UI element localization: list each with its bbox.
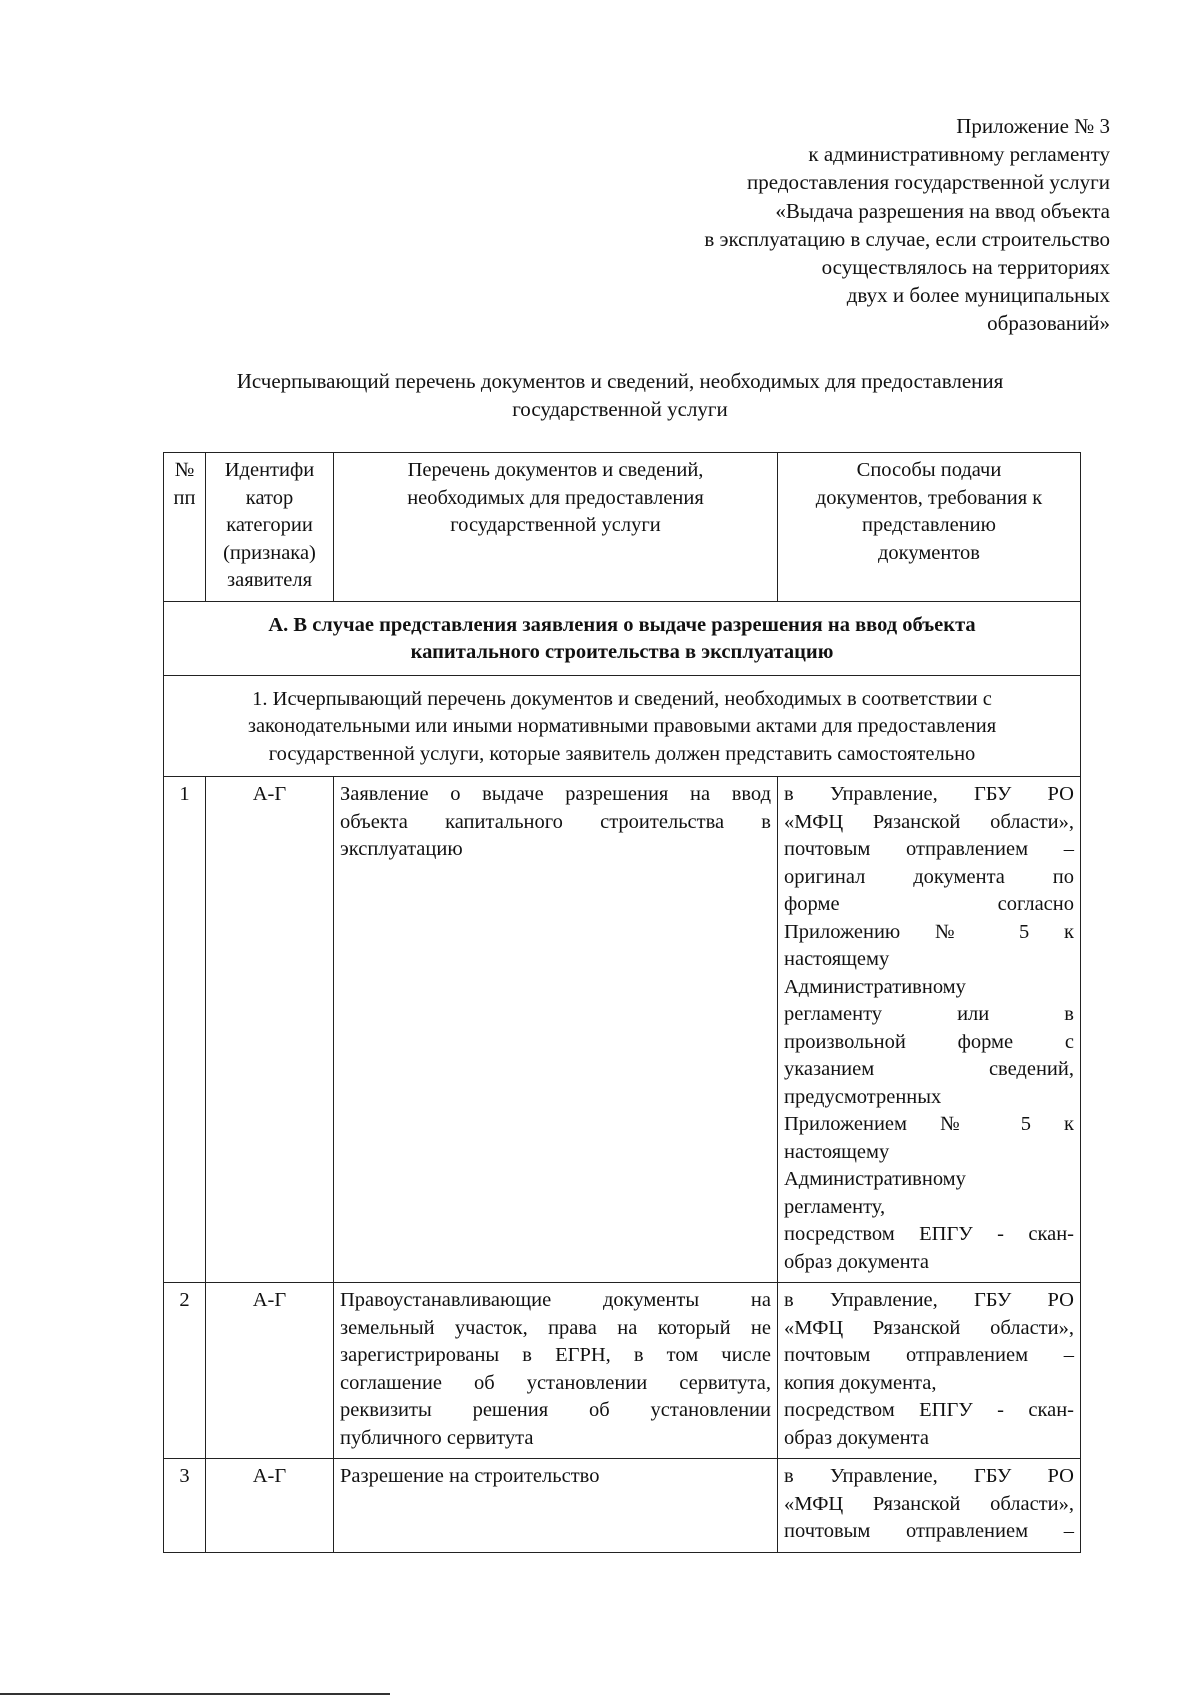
- title-line-2: государственной услуги: [512, 397, 728, 421]
- method-line: образ документа: [784, 1426, 929, 1449]
- method-line: настоящему: [784, 948, 890, 970]
- method-line: посредством ЕПГУ - скан-: [784, 1399, 1074, 1421]
- subsection-1-heading: [164, 675, 1081, 777]
- table-header-row: [164, 453, 1081, 602]
- title-line-1: Исчерпывающий перечень документов и сведений, необходимых для предоставления: [236, 369, 1004, 393]
- subsection-1-row: [164, 675, 1081, 777]
- method-line: образ документа: [784, 1250, 929, 1273]
- header-documents-line: необходимых для предоставления: [407, 486, 704, 509]
- subsection-1-line: законодательными или иными нормативными правовыми актами для предоставления: [247, 715, 997, 737]
- header-identifier: [206, 453, 334, 602]
- method-line: оригинал документа по: [784, 865, 1074, 888]
- method-line: «МФЦ Рязанской области»,: [784, 810, 1074, 833]
- header-methods-line: Способы подачи: [856, 459, 1002, 481]
- row-identifier: А-Г: [206, 1283, 334, 1459]
- row-num: 2: [164, 1283, 206, 1459]
- header-num-line: пп: [173, 486, 196, 509]
- header-num-line: №: [174, 459, 195, 481]
- row-num: 3: [164, 1459, 206, 1553]
- appendix-line: Приложение № 3: [956, 114, 1110, 138]
- row-description: [334, 777, 778, 1283]
- row-description: [334, 1283, 778, 1459]
- description-line: реквизиты решения об установлении: [340, 1399, 771, 1421]
- description-line: Правоустанавливающие документы на: [340, 1289, 771, 1311]
- method-line: почтовым отправлением –: [784, 838, 1074, 860]
- appendix-line: двух и более муниципальных: [846, 283, 1110, 308]
- method-line: указанием сведений,: [784, 1058, 1074, 1080]
- method-line: предусмотренных: [784, 1085, 942, 1108]
- method-line: Приложением № 5 к: [784, 1113, 1074, 1135]
- method-line: настоящему: [784, 1140, 890, 1163]
- table-row: [164, 1283, 1081, 1459]
- section-a-line: капитального строительства в эксплуатацию: [410, 641, 834, 663]
- row-num: 1: [164, 777, 206, 1283]
- method-line: в Управление, ГБУ РО: [784, 783, 1074, 805]
- header-identifier-line: категории: [226, 514, 313, 536]
- method-line: посредством ЕПГУ - скан-: [784, 1223, 1074, 1245]
- method-line: «МФЦ Рязанской области»,: [784, 1316, 1074, 1339]
- appendix-line: к административному регламенту: [808, 142, 1110, 167]
- table-row: [164, 1459, 1081, 1553]
- footer-rule: [0, 1693, 390, 1695]
- subsection-1-line: 1. Исчерпывающий перечень документов и сведений, необходимых в соответствии с: [252, 687, 992, 710]
- method-line: Административному: [784, 1168, 966, 1190]
- method-line: «МФЦ Рязанской области»,: [784, 1492, 1074, 1515]
- header-methods-line: документов: [878, 541, 980, 564]
- row-method: [778, 777, 1081, 1283]
- header-documents-line: государственной услуги: [450, 514, 661, 536]
- description-line: Заявление о выдаче разрешения на ввод: [340, 783, 771, 805]
- section-a-heading: [164, 601, 1081, 675]
- row-method: [778, 1459, 1081, 1553]
- appendix-line: осуществлялось на территориях: [821, 255, 1110, 280]
- header-identifier-line: катор: [245, 486, 294, 509]
- method-line: почтовым отправлением –: [784, 1344, 1074, 1366]
- method-line: в Управление, ГБУ РО: [784, 1465, 1074, 1487]
- row-description: [334, 1459, 778, 1553]
- table-row: [164, 777, 1081, 1283]
- row-identifier: А-Г: [206, 1459, 334, 1553]
- subsection-1-line: государственной услуги, которые заявитель должен представить самостоятельно: [268, 742, 976, 765]
- description-line: объекта капитального строительства в: [340, 810, 771, 833]
- appendix-header: [550, 112, 1110, 338]
- method-line: регламенту,: [784, 1195, 886, 1218]
- method-line: почтовым отправлением –: [784, 1520, 1074, 1542]
- header-documents-line: Перечень документов и сведений,: [407, 459, 704, 481]
- appendix-line: предоставления государственной услуги: [747, 170, 1110, 195]
- header-identifier-line: заявителя: [227, 569, 312, 591]
- section-a-row: [164, 601, 1081, 675]
- description-line: зарегистрированы в ЕГРН, в том числе: [340, 1344, 771, 1366]
- row-identifier: А-Г: [206, 777, 334, 1283]
- description-line: соглашение об установлении сервитута,: [340, 1371, 771, 1394]
- method-line: форме согласно: [784, 893, 1074, 915]
- method-line: Административному: [784, 975, 966, 998]
- method-line: произвольной форме с: [784, 1030, 1074, 1053]
- description-line: земельный участок, права на который не: [340, 1316, 771, 1339]
- description-line: Разрешение на строительство: [340, 1465, 600, 1487]
- header-identifier-line: (признака): [223, 541, 316, 564]
- method-line: Приложению № 5 к: [784, 920, 1074, 943]
- appendix-line: образований»: [987, 311, 1110, 336]
- header-documents: [334, 453, 778, 602]
- header-methods-line: представлению: [862, 514, 996, 536]
- method-line: копия документа,: [784, 1371, 937, 1394]
- row-method: [778, 1283, 1081, 1459]
- method-line: регламенту или в: [784, 1003, 1074, 1025]
- appendix-line: «Выдача разрешения на ввод объекта: [775, 198, 1110, 223]
- documents-table: [163, 452, 1081, 1553]
- appendix-line: в эксплуатацию в случае, если строительство: [704, 226, 1110, 251]
- method-line: в Управление, ГБУ РО: [784, 1289, 1074, 1311]
- header-identifier-line: Идентифи: [224, 459, 315, 481]
- header-num: [164, 453, 206, 602]
- description-line: эксплуатацию: [340, 838, 463, 860]
- header-methods: [778, 453, 1081, 602]
- header-methods-line: документов, требования к: [815, 486, 1043, 509]
- section-a-line: А. В случае представления заявления о выдаче разрешения на ввод объекта: [268, 613, 976, 636]
- document-title: [150, 367, 1090, 423]
- description-line: публичного сервитута: [340, 1426, 534, 1449]
